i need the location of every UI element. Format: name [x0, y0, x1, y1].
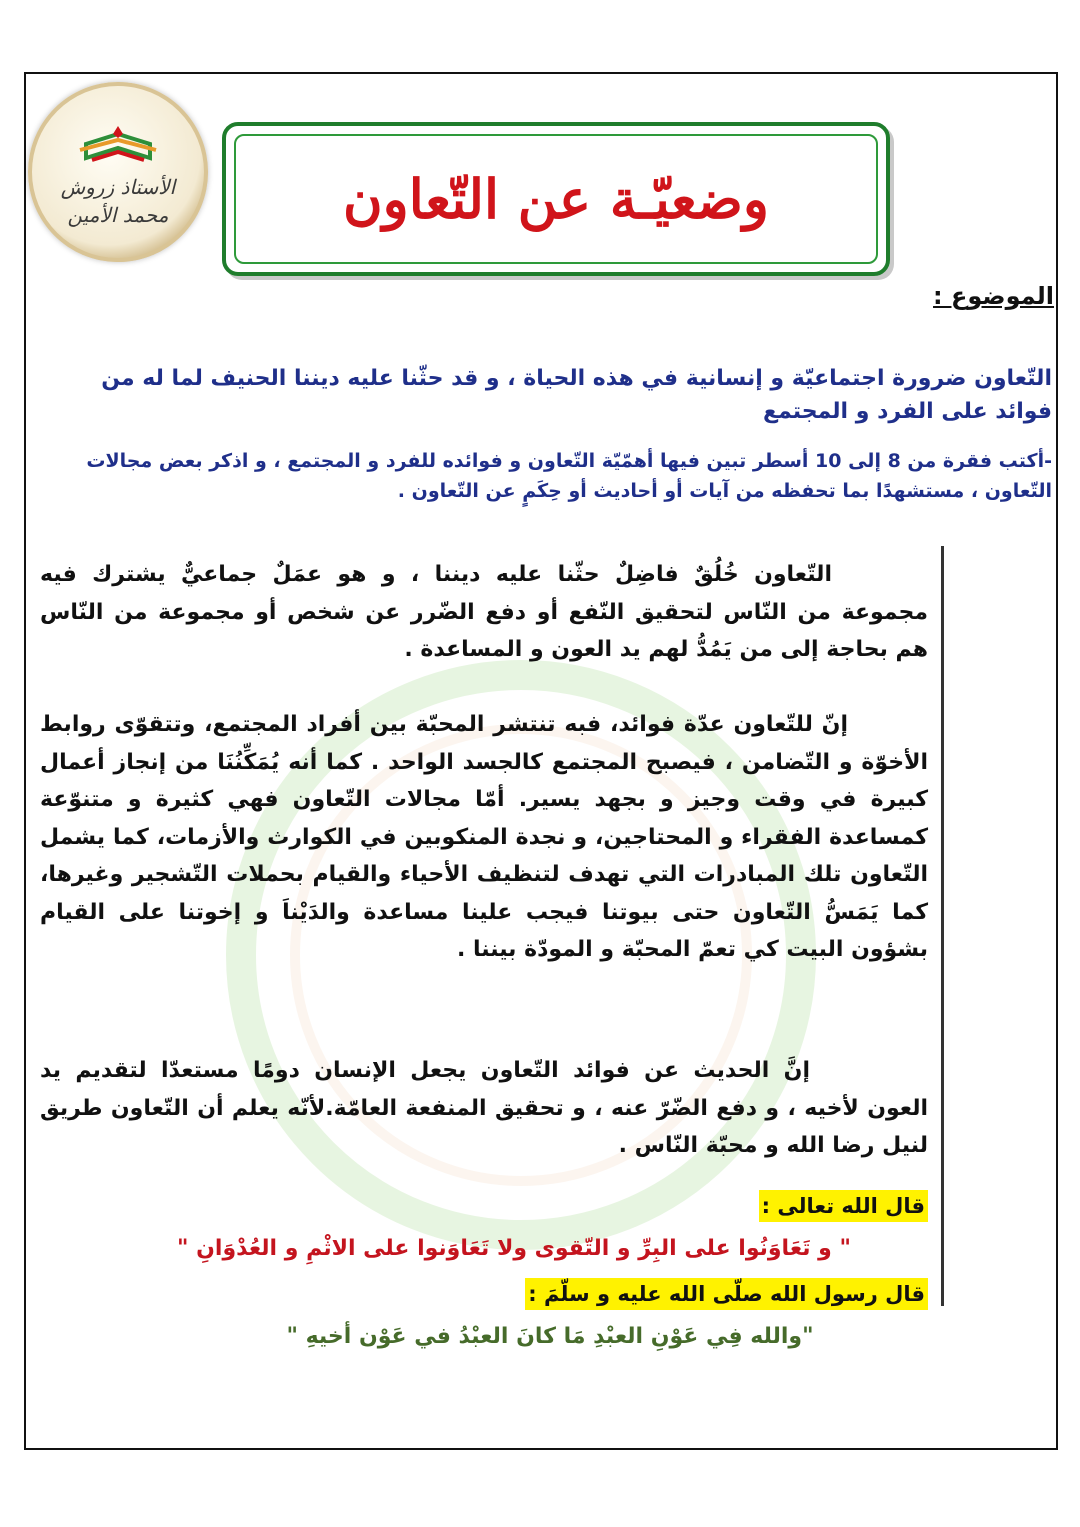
quran-verse: " و تَعَاوَنُوا على البِرِّ و التّقوى ولا تَعَاوَنوا على الاثْمِ و العُدْوَانِ "	[177, 1236, 851, 1261]
quran-label: قال الله تعالى :	[759, 1190, 928, 1222]
hadith-label: قال رسول الله صلّى الله عليه و سلّمَ :	[525, 1278, 928, 1310]
svg-text:محمد الأمين: محمد الأمين	[67, 203, 169, 227]
title-frame	[222, 122, 890, 276]
task-instruction: -أكتب فقرة من 8 إلى 10 أسطر تبين فيها أهمّيّة التّعاون و فوائده للفرد و المجتمع ، و اذكر بعض مجالات التّعاون ، مستشهدًا بما تحفظه من آيات أو أحاديث أو حِكَمٍ عن التّعاون .	[86, 450, 1052, 502]
subject-label: الموضوع :	[933, 282, 1054, 310]
hadith-text: "والله فِي عَوْنِ العبْدِ مَا كانَ العبْدُ في عَوْن أخيهِ "	[286, 1324, 814, 1349]
task-intro: التّعاون ضرورة اجتماعيّة و إنسانية في هذه الحياة ، و قد حثّنا عليه ديننا الحنيف لما له من فوائد على الفرد و المجتمع	[101, 366, 1052, 424]
author-logo	[28, 82, 208, 262]
svg-text:الأستاذ زروش: الأستاذ زروش	[60, 175, 176, 199]
essay-paragraph-1: التّعاون خُلُقٌ فاضِلٌ حثّنا عليه ديننا ، و هو عمَلٌ جماعيٌّ يشترك فيه مجموعة من النّاس لتحقيق النّفع أو دفع الضّرر عن شخص أو مجموعة من النّاس هم بحاجة إلى من يَمُدُّ لهم يد العون و المساعدة .	[40, 562, 928, 662]
page-title: وضعيّـة عن التّعاون	[343, 167, 769, 231]
essay-paragraph-3: إنَّ الحديث عن فوائد التّعاون يجعل الإنسان دومًا مستعدّا لتقديم يد العون لأخيه ، و دفع الضّرّ عنه ، و تحقيق المنفعة العامّة.لأنّه يعلم أن التّعاون طريق لنيل رضا الله و محبّة النّاس .	[40, 1058, 928, 1158]
essay-paragraph-2: إنّ للتّعاون عدّة فوائد، فبه تنتشر المحبّة بين أفراد المجتمع، وتتقوّى روابط الأخوّة و التّضامن ، فيصبح المجتمع كالجسد الواحد . كما أنه يُمَكِّنُنَا من إنجاز أعمال كبيرة في وقت وجيز و بجهد يسير. أمّا مجالات التّعاون فهي كثيرة و متنوّعة كمساعدة الفقراء و المحتاجين، و نجدة المنكوبين في الكوارث والأزمات، كما يشمل التّعاون تلك المبادرات التي تهدف لتنظيف الأحياء والقيام بحملات التّشجير وغيرها، كما يَمَسُّ التّعاون حتى بيوتنا فيجب علينا مساعدة والدَيْناَ و إخوتنا على القيام بشؤون البيت كي تعمّ المحبّة و المودّة بيننا .	[40, 712, 928, 962]
margin-line	[941, 546, 944, 1306]
